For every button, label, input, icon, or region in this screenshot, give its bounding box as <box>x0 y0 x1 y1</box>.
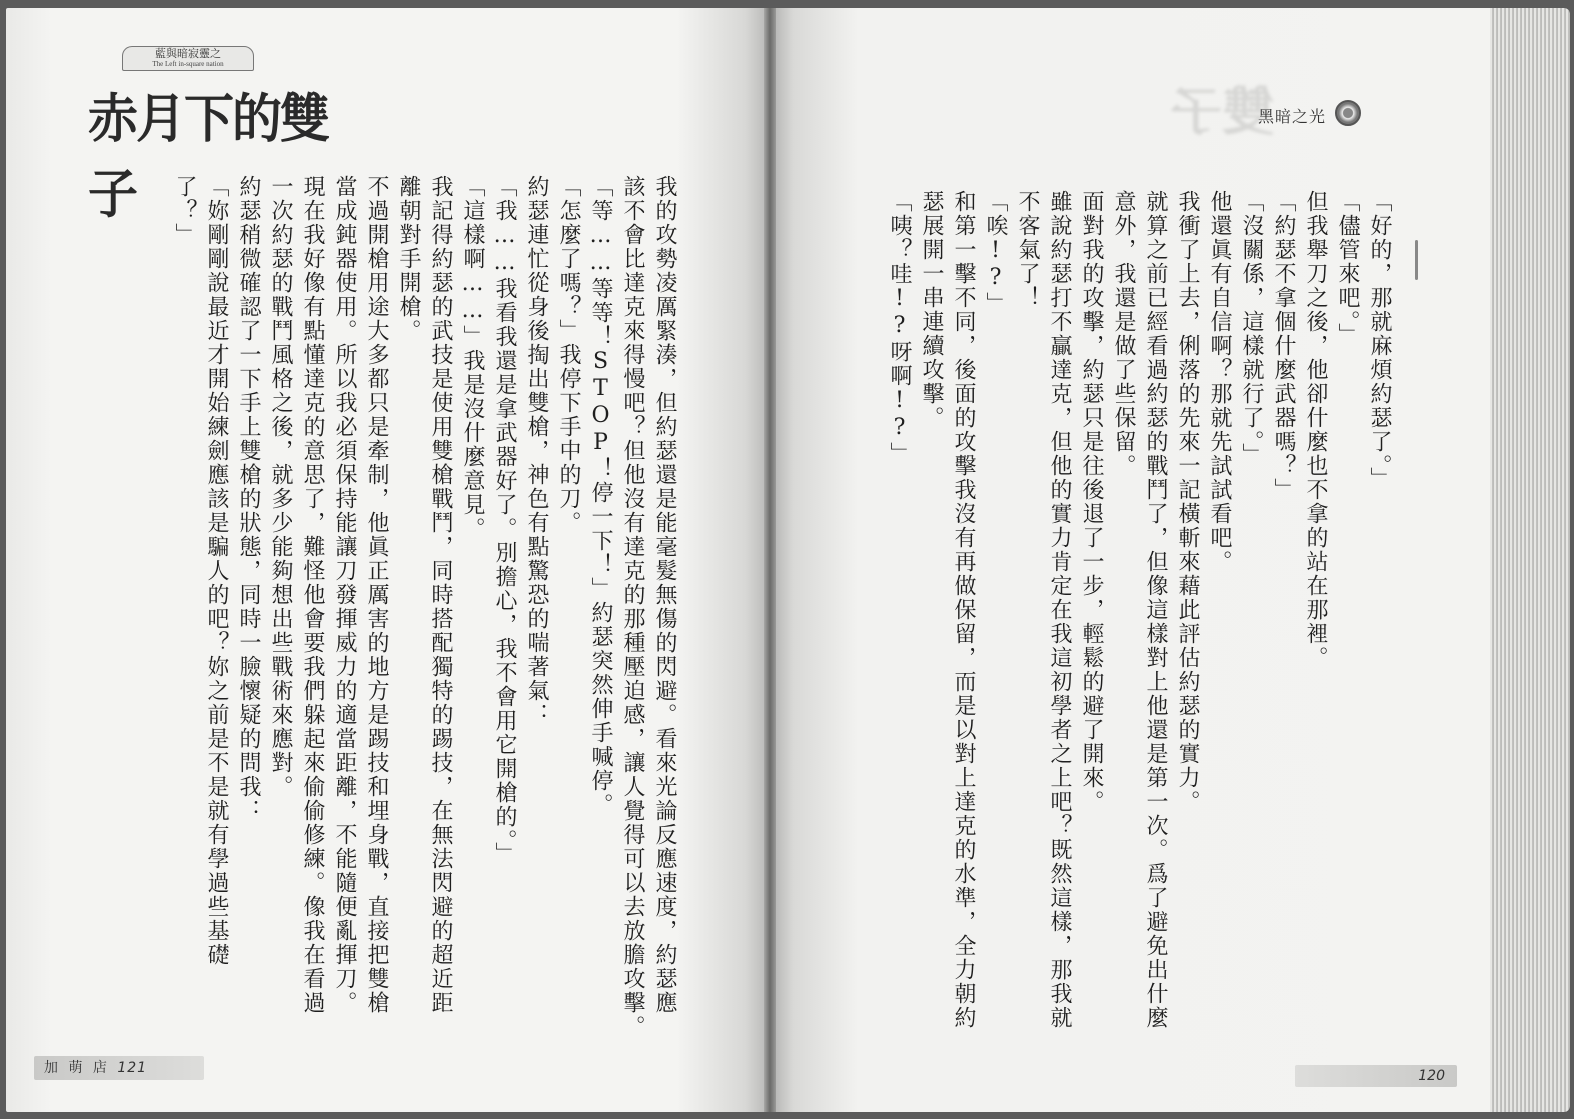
text-line: 「妳剛剛說最近才開始練劍應該是騙人的吧？妳之前是不是就有學過些基礎 <box>203 175 229 967</box>
text-line: 了？」 <box>171 175 197 247</box>
text-line: 我衝了上去，俐落的先來一記橫斬來藉此評估約瑟的實力。 <box>1174 190 1200 814</box>
text-line: 不過開槍用途大多都只是牽制，他眞正厲害的地方是踢技和埋身戰，直接把雙槍 <box>363 175 389 1015</box>
text-line: 「怎麼了嗎？」我停下手中的刀。 <box>555 175 581 535</box>
text-line: 約瑟連忙從身後掏出雙槍，神色有點驚恐的喘著氣： <box>523 175 549 727</box>
margin-mark <box>1415 240 1418 280</box>
chapter-title: 黑暗之光 <box>1258 107 1327 126</box>
text-line: 但我舉刀之後，他卻什麼也不拿的站在那裡。 <box>1302 190 1328 670</box>
text-line: 離朝對手開槍。 <box>395 175 421 343</box>
text-line: 一次約瑟的戰鬥風格之後，就多少能夠想出些戰術來應對。 <box>267 175 293 799</box>
text-line: 瑟展開一串連續攻擊。 <box>918 190 944 430</box>
text-line: 就算之前已經看過約瑟的戰鬥了，但像這樣對上他還是第一次。爲了避免出什麼 <box>1142 190 1168 1030</box>
text-line: 「好的，那就麻煩約瑟了。」 <box>1366 190 1392 491</box>
text-line: 我的攻勢凌厲緊湊，但約瑟還是能毫髮無傷的閃避。看來光論反應速度，約瑟應 <box>651 175 677 1015</box>
book-title-block <box>88 40 368 225</box>
chapter-ornament-icon <box>1335 100 1361 126</box>
left-page-body <box>158 175 680 1055</box>
text-line: 「約瑟不拿個什麼武器嗎？」 <box>1270 190 1296 502</box>
series-banner <box>122 46 254 71</box>
text-line: 當成鈍器使用。所以我必須保持能讓刀發揮威力的適當距離，不能隨便亂揮刀。 <box>331 175 357 1015</box>
show-through-title: 雙子 <box>1170 82 1275 143</box>
text-line: 他還眞有自信啊？那就先試試看吧。 <box>1206 190 1232 574</box>
text-line: 「我……我看我還是拿武器好了。別擔心，我不會用它開槍的。」 <box>491 175 517 866</box>
page-edges <box>1490 8 1570 1112</box>
right-page-footer <box>1295 1065 1457 1087</box>
left-page-number: 121 <box>117 1060 148 1076</box>
text-line: 「等……等等！STOP！停一下！」約瑟突然伸手喊停。 <box>587 175 613 817</box>
text-line: 「沒關係，這樣就行了。」 <box>1238 190 1264 467</box>
series-banner-text: 藍與暗寂靈之 <box>155 47 221 60</box>
text-line: 該不會比達克來得慢吧？但他沒有達克的那種壓迫感，讓人覺得可以去放膽攻擊。 <box>619 175 645 1039</box>
text-line: 「咦？哇!?呀啊!?」 <box>886 190 912 466</box>
text-line: 雖說約瑟打不贏達克，但他的實力肯定在我這初學者之上吧？既然這樣，那我就 <box>1046 190 1072 1030</box>
book-title: 赤月下的雙子 <box>88 86 328 225</box>
text-line: 和第一擊不同，後面的攻擊我沒有再做保留，而是以對上達克的水準，全力朝約 <box>950 190 976 1030</box>
left-page-footer <box>34 1056 204 1080</box>
text-line: 約瑟稍微確認了一下手上雙槍的狀態，同時一臉懷疑的問我： <box>235 175 261 823</box>
series-banner-english: The Left in-square nation <box>152 60 224 68</box>
text-line: 「唉!?」 <box>982 190 1008 316</box>
text-line: 意外，我還是做了些保留。 <box>1110 190 1136 478</box>
text-line: 我記得約瑟的武技是使用雙槍戰鬥，同時搭配獨特的踢技，在無法閃避的超近距 <box>427 175 453 1015</box>
publisher-label: 加 萌 店 <box>44 1060 110 1076</box>
right-page-body <box>873 190 1395 1070</box>
book-gutter <box>764 8 776 1112</box>
text-line: 面對我的攻擊，約瑟只是往後退了一步，輕鬆的避了開來。 <box>1078 190 1104 814</box>
text-line: 「儘管來吧。」 <box>1334 190 1360 347</box>
text-line: 現在我好像有點懂達克的意思了，難怪他會要我們躲起來偷偷修練。像我在看過 <box>299 175 325 1015</box>
text-line: 「這樣啊……」我是沒什麼意見。 <box>459 175 485 541</box>
right-page-number: 120 <box>1418 1068 1445 1084</box>
text-line: 不客氣了！ <box>1014 190 1040 310</box>
